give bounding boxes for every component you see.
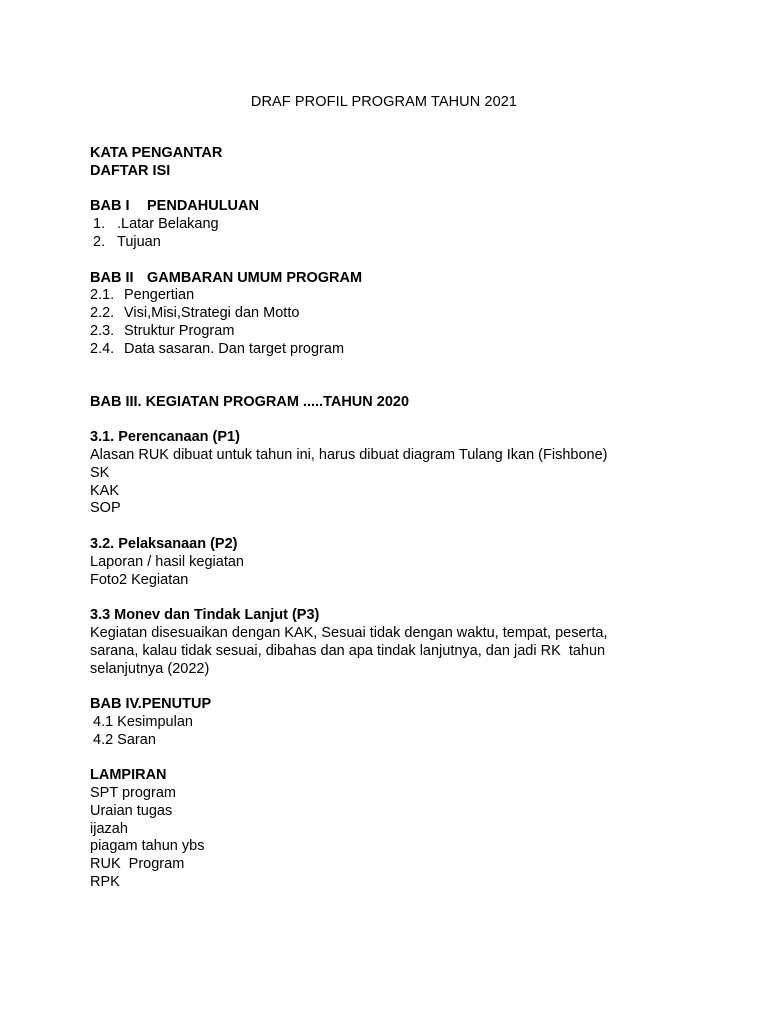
lampiran-item: SPT program (90, 785, 176, 802)
bab2-item-label: Data sasaran. Dan target program (124, 340, 345, 357)
bab2-item (90, 323, 690, 341)
bab2-number: BAB II (90, 269, 134, 286)
bab2-item-number: 2.3. (90, 322, 115, 339)
section-3-3-line: Kegiatan disesuaikan dengan KAK, Sesuai tidak dengan waktu, tempat, peserta, (90, 624, 608, 641)
bab3-heading: BAB III. KEGIATAN PROGRAM .....TAHUN 2020 (90, 393, 410, 410)
section-3-2-line: Foto2 Kegiatan (90, 571, 189, 588)
section-3-2-line: Laporan / hasil kegiatan (90, 553, 244, 570)
lampiran-heading: LAMPIRAN (90, 767, 167, 784)
bab2-item-number: 2.4. (90, 340, 115, 357)
spacer (90, 411, 690, 429)
bab1-item (90, 216, 690, 234)
bab4-heading: BAB IV.PENUTUP (90, 696, 212, 713)
bab1-title: PENDAHULUAN (147, 198, 259, 215)
lampiran-item: ijazah (90, 820, 128, 837)
section-3-2-heading: 3.2. Pelaksanaan (P2) (90, 535, 238, 552)
bab4-item: 4.2 Saran (93, 731, 156, 748)
section-3-1-heading: 3.1. Perencanaan (P1) (90, 429, 240, 446)
daftar-isi-heading: DAFTAR ISI (90, 162, 171, 179)
section-3-1-line: Alasan RUK dibuat untuk tahun ini, harus dibuat diagram Tulang Ikan (Fishbone) (90, 446, 608, 463)
spacer (90, 518, 690, 536)
spacer (90, 589, 690, 607)
spacer (90, 678, 690, 696)
bab2-item (90, 305, 690, 323)
bab2-title: GAMBARAN UMUM PROGRAM (147, 269, 363, 286)
bab2-item-label: Visi,Misi,Strategi dan Motto (124, 305, 300, 322)
bab2-item-number: 2.2. (90, 305, 115, 322)
bab4-item: 4.1 Kesimpulan (93, 713, 193, 730)
lampiran-item: RUK Program (90, 856, 185, 873)
spacer (90, 181, 690, 199)
bab1-item-number: 2. (93, 233, 106, 250)
bab2-item (90, 287, 690, 305)
bab2-item-label: Struktur Program (124, 322, 235, 339)
kata-pengantar-heading: KATA PENGANTAR (90, 145, 223, 161)
document-title: DRAF PROFIL PROGRAM TAHUN 2021 (250, 94, 518, 110)
spacer (90, 359, 690, 394)
section-3-1-line: SK (90, 464, 110, 481)
document-body (90, 145, 690, 892)
bab2-item (90, 341, 690, 359)
bab1-number: BAB I (90, 198, 130, 215)
bab2-heading (90, 270, 690, 288)
bab2-item-number: 2.1. (90, 287, 115, 304)
bab1-item-label: Tujuan (117, 233, 161, 250)
section-3-3-line: sarana, kalau tidak sesuai, dibahas dan apa tindak lanjutnya, dan jadi RK tahun (90, 642, 606, 659)
lampiran-item: RPK (90, 874, 120, 891)
bab2-item-label: Pengertian (124, 287, 195, 304)
bab1-heading (90, 198, 690, 216)
section-3-1-line: KAK (90, 482, 120, 499)
lampiran-item: piagam tahun ybs (90, 838, 205, 855)
spacer (90, 750, 690, 768)
bab1-item (90, 234, 690, 252)
bab1-item-number: 1. (93, 216, 106, 233)
lampiran-item: Uraian tugas (90, 802, 173, 819)
section-3-3-heading: 3.3 Monev dan Tindak Lanjut (P3) (90, 607, 320, 624)
bab1-item-label: .Latar Belakang (117, 216, 219, 233)
section-3-1-line: SOP (90, 500, 121, 517)
section-3-3-line: selanjutnya (2022) (90, 660, 210, 677)
spacer (90, 252, 690, 270)
